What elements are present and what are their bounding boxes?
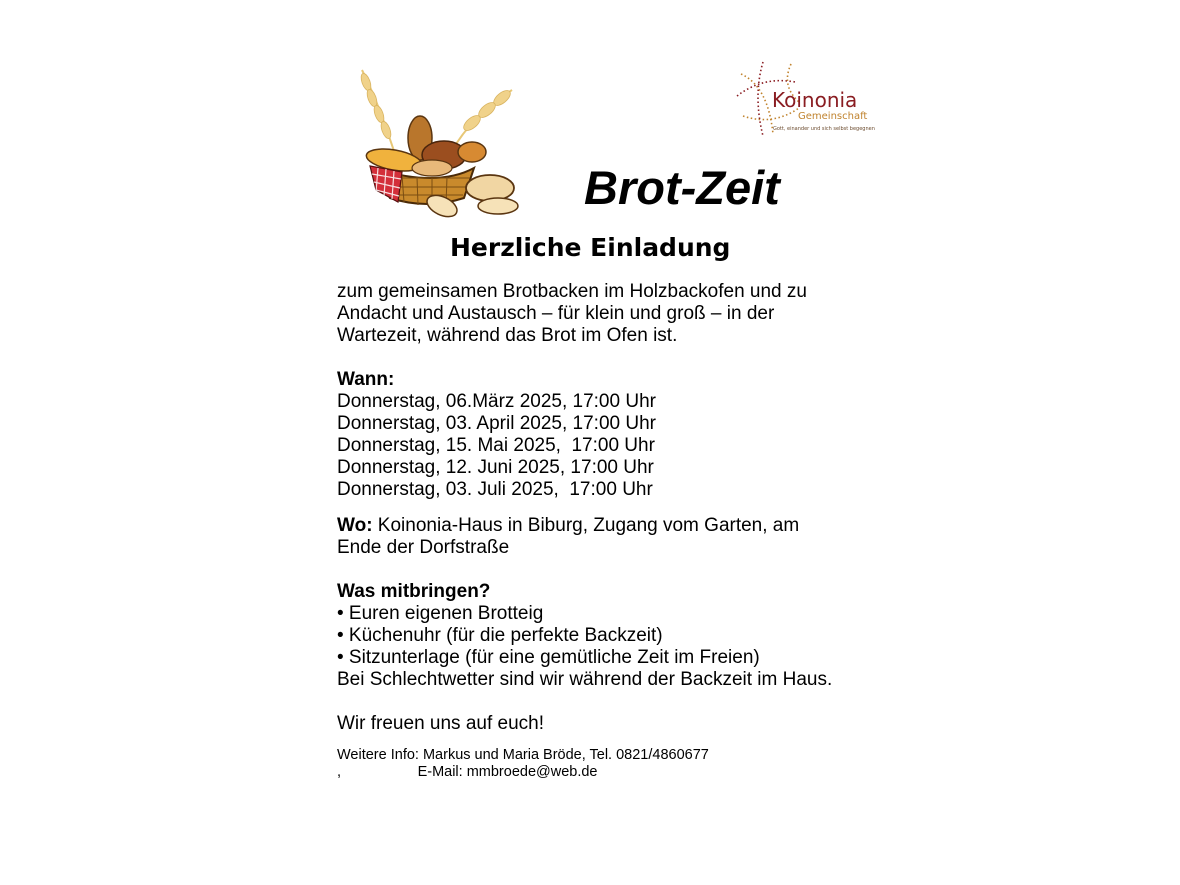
date-item: Donnerstag, 12. Juni 2025, 17:00 Uhr bbox=[337, 457, 654, 478]
weather-note: Bei Schlechtwetter sind wir während der Backzeit im Haus. bbox=[337, 669, 833, 690]
koinonia-logo bbox=[733, 56, 873, 140]
intro-line: zum gemeinsamen Brotbacken im Holzbackofen und zu bbox=[337, 281, 807, 302]
bring-item: • Küchenuhr (für die perfekte Backzeit) bbox=[337, 625, 663, 646]
bring-item: • Sitzunterlage (für eine gemütliche Zeit im Freien) bbox=[337, 647, 760, 668]
date-item: Donnerstag, 03. Juli 2025, 17:00 Uhr bbox=[337, 479, 653, 500]
contact-line-email: , E-Mail: mmbroede@web.de bbox=[337, 764, 598, 780]
logo-subtitle: Gemeinschaft bbox=[798, 111, 868, 122]
when-label: Wann: bbox=[337, 369, 395, 390]
bring-label: Was mitbringen? bbox=[337, 581, 491, 602]
intro-line: Andacht und Austausch – für klein und groß – in der bbox=[337, 303, 775, 324]
contact-line-phone: Weitere Info: Markus und Maria Bröde, Tel. 0821/4860677 bbox=[337, 747, 709, 763]
where-line bbox=[337, 515, 857, 537]
logo-name: Koinonia bbox=[772, 88, 858, 112]
where-text-2: Ende der Dorfstraße bbox=[337, 537, 510, 558]
logo-tagline: Gott, einander und sich selbst begegnen bbox=[773, 126, 875, 132]
bread-basket-illustration bbox=[352, 60, 527, 228]
bring-item: • Euren eigenen Brotteig bbox=[337, 603, 544, 624]
intro-line: Wartezeit, während das Brot im Ofen ist. bbox=[337, 325, 678, 346]
invitation-heading: Herzliche Einladung bbox=[450, 233, 731, 262]
closing-line: Wir freuen uns auf euch! bbox=[337, 713, 544, 734]
where-label: Wo: bbox=[337, 515, 373, 536]
date-item: Donnerstag, 15. Mai 2025, 17:00 Uhr bbox=[337, 435, 655, 456]
contact-info bbox=[337, 747, 709, 781]
invitation-body bbox=[337, 281, 857, 735]
date-item: Donnerstag, 03. April 2025, 17:00 Uhr bbox=[337, 413, 656, 434]
where-text: Koinonia-Haus in Biburg, Zugang vom Garten, am bbox=[372, 515, 800, 536]
page-title: Brot-Zeit bbox=[584, 161, 780, 214]
date-item: Donnerstag, 06.März 2025, 17:00 Uhr bbox=[337, 391, 656, 412]
